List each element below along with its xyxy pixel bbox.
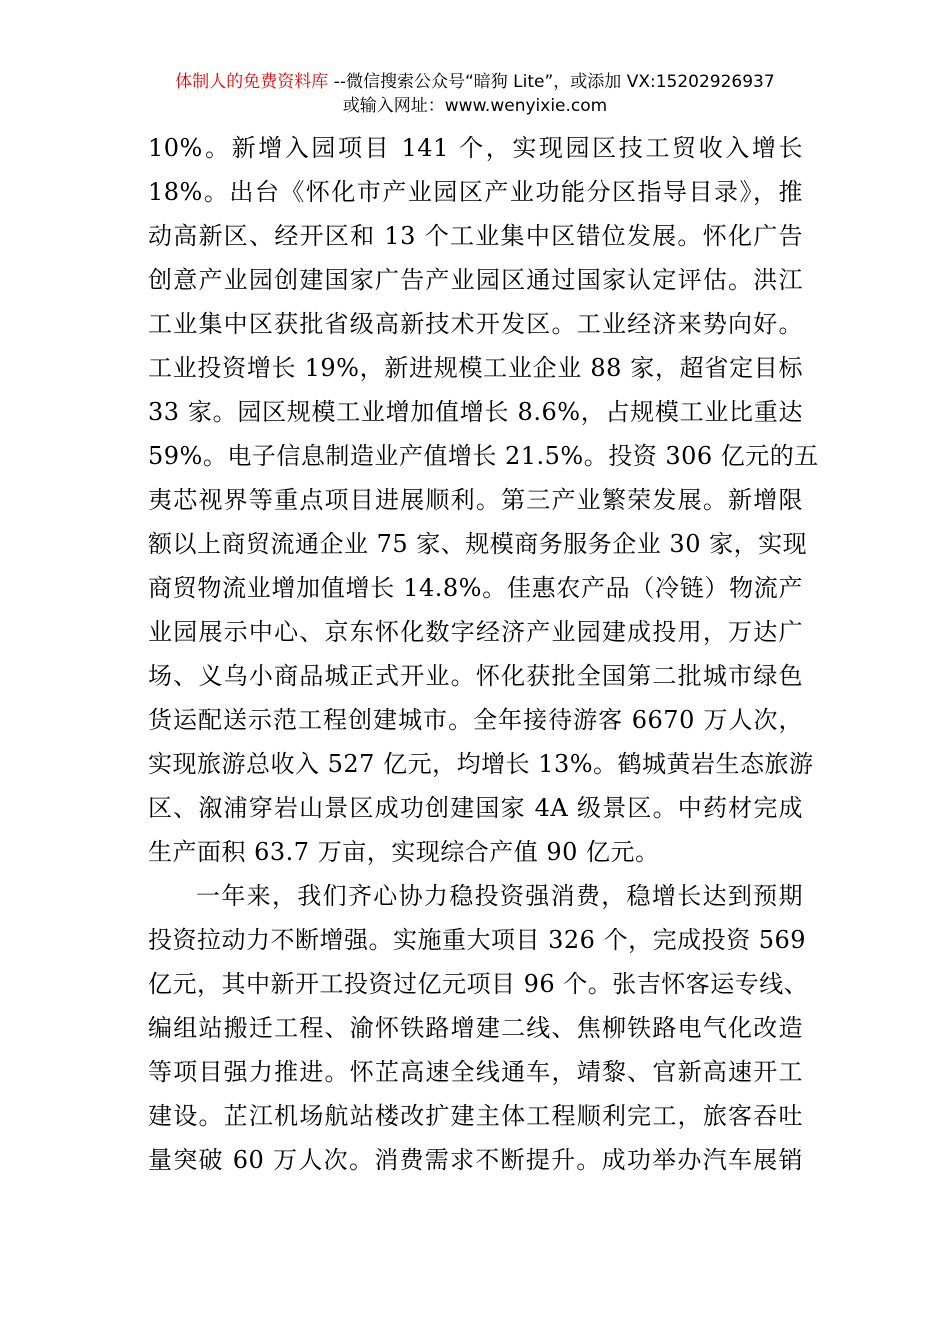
text-line: 货运配送示范工程创建城市。全年接待游客 6670 万人次，	[148, 706, 803, 734]
text-line: 亿元，其中新开工投资过亿元项目 96 个。张吉怀客运专线、	[148, 970, 809, 998]
text-line: 额以上商贸流通企业 75 家、规模商务服务企业 30 家，实现	[148, 530, 808, 558]
text-line: 量突破 60 万人次。消费需求不断提升。成功举办汽车展销	[148, 1146, 803, 1174]
text-line: 创意产业园创建国家广告产业园区通过国家认定评估。洪江	[148, 266, 803, 294]
text-line: 实现旅游总收入 527 亿元，均增长 13%。鹤城黄岩生态旅游	[148, 750, 814, 778]
text-line: 工业投资增长 19%，新进规模工业企业 88 家，超省定目标	[148, 354, 803, 382]
text-line: 33 家。园区规模工业增加值增长 8.6%，占规模工业比重达	[148, 398, 803, 426]
text-line: 编组站搬迁工程、渝怀铁路增建二线、焦柳铁路电气化改造	[148, 1014, 803, 1042]
text-line: 工业集中区获批省级高新技术开发区。工业经济来势向好。	[148, 310, 803, 338]
document-body	[148, 126, 819, 1182]
header-website: 或输入网址：www.wenyixie.com	[342, 96, 608, 116]
text-line-paragraph-end: 生产面积 63.7 万亩，实现综合产值 90 亿元。	[148, 838, 660, 866]
text-line: 18%。出台《怀化市产业园区产业功能分区指导目录》，推	[148, 178, 803, 206]
text-line: 等项目强力推进。怀芷高速全线通车，靖黎、官新高速开工	[148, 1058, 803, 1086]
header-contact-info: --微信搜索公众号“暗狗 Lite”，或添加 VX:15202926937	[328, 72, 775, 92]
text-line: 夷芯视界等重点项目进展顺利。第三产业繁荣发展。新增限	[148, 486, 803, 514]
text-line: 业园展示中心、京东怀化数字经济产业园建成投用，万达广	[148, 618, 803, 646]
header-line-1	[0, 70, 950, 94]
text-line: 商贸物流业增加值增长 14.8%。佳惠农产品（冷链）物流产	[148, 574, 803, 602]
text-line: 场、义乌小商品城正式开业。怀化获批全国第二批城市绿色	[148, 662, 803, 690]
text-line: 区、溆浦穿岩山景区成功创建国家 4A 级景区。中药材完成	[148, 794, 803, 822]
header-brand: 体制人的免费资料库	[175, 72, 329, 92]
text-line-paragraph-start: 一年来，我们齐心协力稳投资强消费，稳增长达到预期	[196, 882, 803, 910]
watermark-header	[0, 70, 950, 118]
text-line: 动高新区、经开区和 13 个工业集中区错位发展。怀化广告	[148, 222, 803, 250]
text-line: 建设。芷江机场航站楼改扩建主体工程顺利完工，旅客吞吐	[148, 1102, 803, 1130]
text-line: 10%。新增入园项目 141 个，实现园区技工贸收入增长	[148, 134, 803, 162]
text-line: 59%。电子信息制造业产值增长 21.5%。投资 306 亿元的五	[148, 442, 819, 470]
text-line: 投资拉动力不断增强。实施重大项目 326 个，完成投资 569	[148, 926, 807, 954]
